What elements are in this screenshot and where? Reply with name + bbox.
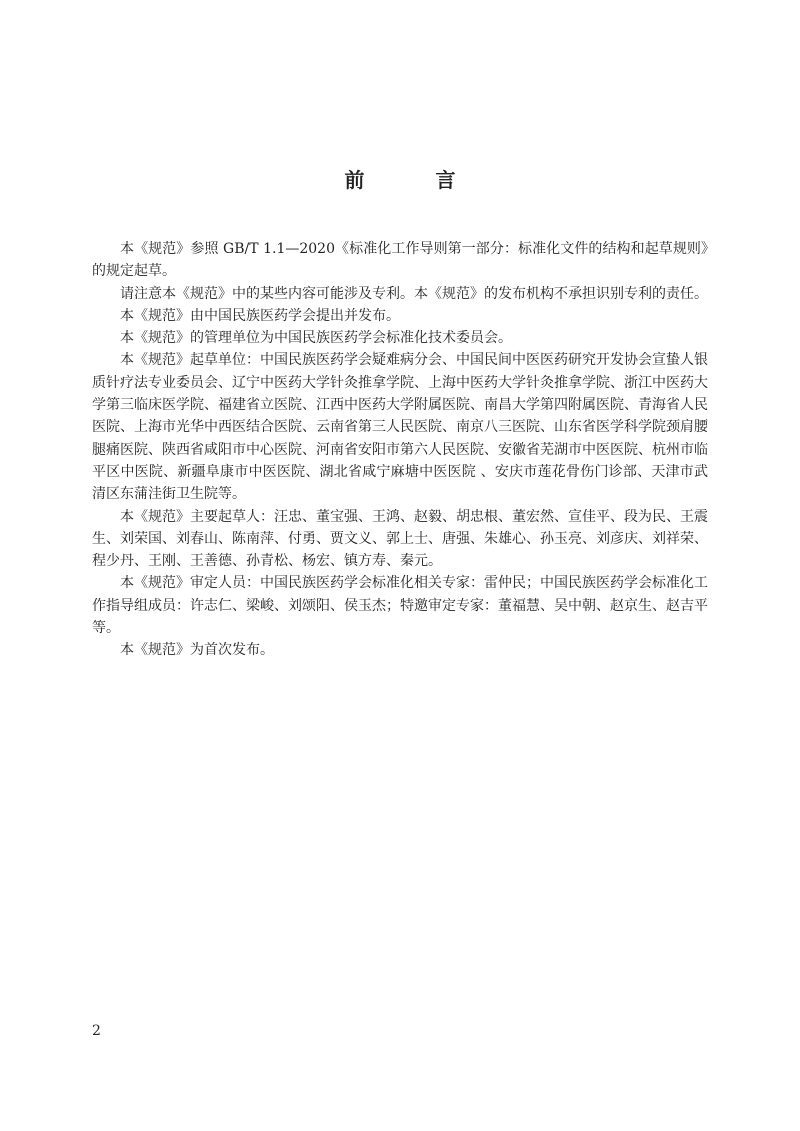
paragraph-publisher: 本《规范》由中国民族医药学会提出并发布。 bbox=[120, 307, 400, 324]
paragraph-drafting-units: 本《规范》起草单位：中国民族医药学会疑难病分会、中国民间中医医药研究开发协会宣蛰人银质针疗法专业委员会、辽宁中医药大学针灸推拿学院、上海中医药大学针灸推拿学院、浙江中医药大学第三临床医学院、福建省立医院、江西中医药大学附属医院、南昌大学第四附属医院、青海省人民医院、上海市光华中西医结合医院、云南省第三人民医院、南京八三医院、山东省医学科学院颈肩腰腿痛医院、陕西省咸阳市中心医院、河南省安阳市第六人民医院、安徽省芜湖市中医医院、杭州市临平区中医院、新疆阜康市中医医院、湖北省咸宁麻塘中医医院 、安庆市莲花骨伤门诊部、天津市武清区东蒲洼街卫生院等。 bbox=[92, 352, 708, 503]
paragraph-patent-notice: 请注意本《规范》中的某些内容可能涉及专利。本《规范》的发布机构不承担识别专利的责任。 bbox=[120, 285, 708, 302]
paragraph-management-unit: 本《规范》的管理单位为中国民族医药学会标准化技术委员会。 bbox=[120, 330, 512, 347]
preface-body bbox=[92, 238, 708, 662]
paragraph-first-release: 本《规范》为首次发布。 bbox=[120, 642, 274, 659]
paragraph-main-drafters: 本《规范》主要起草人：汪忠、董宝强、王鸿、赵毅、胡忠根、董宏然、宣佳平、段为民、王震生、刘荣国、刘春山、陈南萍、付勇、贾文义、郭上士、唐强、朱雄心、孙玉亮、刘彦庆、刘祥荣、程少丹、王刚、王善德、孙青松、杨宏、镇方寿、秦元。 bbox=[92, 508, 708, 570]
paragraph-reviewers: 本《规范》审定人员：中国民族医药学会标准化相关专家：雷仲民；中国民族医药学会标准化工作指导组成员：许志仁、梁峻、刘颂阳、侯玉杰；特邀审定专家：董福慧、吴中朝、赵京生、赵吉平等。 bbox=[92, 575, 708, 637]
paragraph-drafting-basis: 本《规范》参照 GB/T 1.1—2020《标准化工作导则第一部分：标准化文件的结构和起草规则》的规定起草。 bbox=[92, 241, 708, 280]
page-number: 2 bbox=[92, 1023, 101, 1039]
page-title: 前 言 bbox=[344, 168, 488, 192]
